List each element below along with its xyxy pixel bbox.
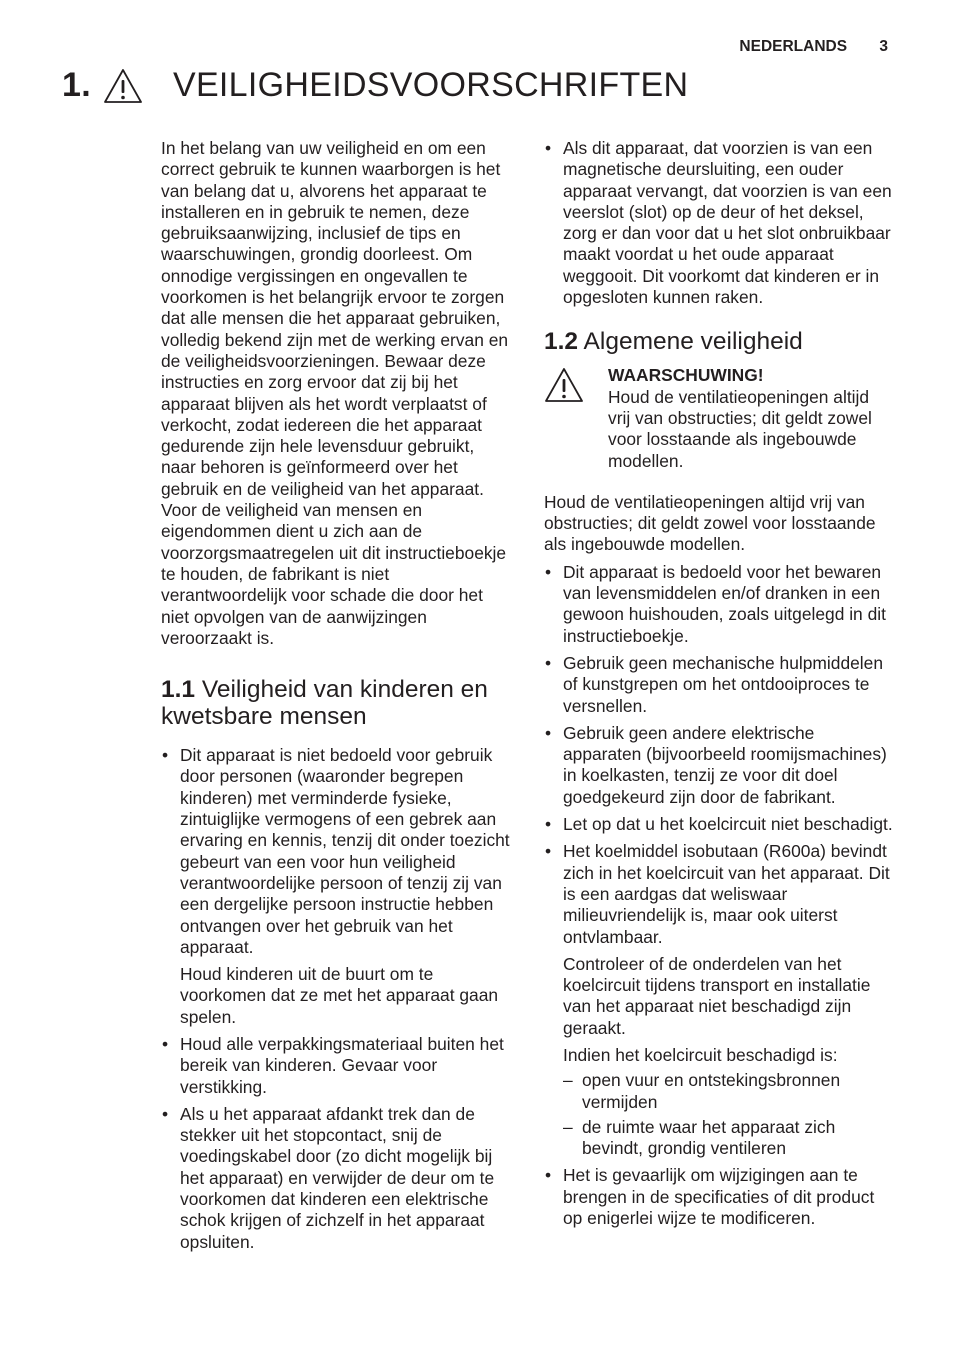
list-item-text: Het koelmiddel isobutaan (R600a) bevindt zich in het koelcircuit van het apparaat. Dit is een aardgas dat weliswaar milieuvriendelijk is, maar ook uiterst ontvlambaar. [563,841,890,947]
page-header [739,38,888,56]
damage-steps-list [563,1070,896,1159]
section-title: Algemene veiligheid [583,328,803,356]
chapter-title: VEILIGHEIDSVOORSCHRIFTEN [172,66,689,104]
list-item-text: Gebruik geen andere elektrische apparaten (bijvoorbeeld roomijsmachines) in koelkasten, tenzij ze voor dit doel goedgekeurd zijn door de fabrikant. [563,722,887,807]
section-number: 1.2 [544,328,579,356]
list-item-extra: Controleer of de onderdelen van het koelcircuit tijdens transport en installatie van het apparaat niet beschadigd zijn geraakt. [563,953,871,1038]
list-item [544,841,896,1159]
section-1-2-heading [544,328,896,355]
chapter-number: 1. [62,66,91,104]
list-item [544,138,896,308]
dash-item: – open vuur en ontstekingsbronnen vermijden [563,1070,896,1113]
list-item [161,1034,513,1098]
general-safety-list [544,562,896,1230]
list-item [544,814,896,835]
list-item-text: Gebruik geen mechanische hulpmiddelen of kunstgrepen om het ontdooiproces te versnellen. [563,652,883,716]
warning-triangle-icon [544,367,584,403]
list-item-extra: Houd kinderen uit de buurt om te voorkomen dat ze met het apparaat gaan spelen. [180,964,499,1027]
list-item [161,1104,513,1253]
list-item-text: Let op dat u het koelcircuit niet beschadigt. [563,814,893,835]
chapter-heading [62,66,688,105]
intro-paragraph-1: In het belang van uw veiligheid en om een correct gebruik te kunnen waarborgen is het van belang dat u, alvorens het apparaat te installeren en in gebruik te nemen, deze gebruiksaanwijzing, inclusief de tips en waarschuwingen, grondig doorleest. Om onnodige vergissingen en ongevallen te voorkomen is het belangrijk ervoor te zorgen dat alle mensen die het apparaat gebruiken, volledig bekend zijn met de werking ervan en de veiligheidsvoorzieningen. Bewaar deze instructies en zorg ervoor dat zij bij het apparaat blijven als het wordt verplaatst of verkocht, zodat iedereen die het apparaat gedurende zijn hele levensduur gebruikt, naar behoren is geïnformeerd over het gebruik en de veiligheid van het apparaat. [161,138,509,499]
dash-item: – de ruimte waar het apparaat zich bevindt, grondig ventileren [563,1117,896,1160]
list-item [544,562,896,647]
list-item [544,653,896,717]
list-item-text: Als u het apparaat afdankt trek dan de stekker uit het stopcontact, snij de voedingskabel door (zo dicht mogelijk bij het apparaat) en verwijder de deur om te voorkomen dat kinderen een elektrische schok krijgen of zichzelf in het apparaat opsluiten. [180,1103,495,1252]
right-column [544,138,896,1235]
list-item-text: Dit apparaat is niet bedoeld voor gebruik door personen (waaronder begrepen kinderen) met verminderde fysieke, zintuiglijke vermogens of een gebrek aan ervaring en kennis, tenzij dit onder toezicht gebeurt van een voor hun veiligheid verantwoordelijke persoon of tenzij zij van een dergelijke persoon instructie hebben ontvangen over het gebruik van het apparaat. [180,745,510,957]
list-item [544,723,896,808]
warning-text: Houd de ventilatieopeningen altijd vrij van obstructies; dit geldt zowel voor losstaande als ingebouwde modellen. [608,386,872,471]
page-number: 3 [879,38,888,55]
children-safety-list [161,745,513,1253]
left-column [161,138,513,1259]
list-item-text: Houd alle verpakkingsmateriaal buiten het bereik van kinderen. Gevaar voor verstikking. [180,1033,504,1097]
list-item-text: Dit apparaat is bedoeld voor het bewaren van levensmiddelen en/of dranken in een gewoon huishouden, zoals uitgelegd in dit instructieboekje. [563,561,886,646]
warning-title: WAARSCHUWING! [608,365,764,386]
section-title: Veiligheid van kinderen en kwetsbare mensen [161,676,488,731]
header-language: NEDERLANDS [739,38,848,55]
list-item-text: Als dit apparaat, dat voorzien is van een magnetische deursluiting, een ouder apparaat vervangt, dat voorzien is van een veerslot (slot) op de deur of het deksel, zorg er dan voor dat u het slot onbruikbaar maakt voordat u het oude apparaat weggooit. Dit voorkomt dat kinderen er in opgesloten kunnen raken. [563,138,892,308]
children-safety-list-continued [544,138,896,308]
section-number: 1.1 [161,676,196,704]
intro-paragraph-2: Voor de veiligheid van mensen en eigendommen dient u zich aan de voorzorgsmaatregelen uit dit instructieboekje te houden, de fabrikant is niet verantwoordelijk voor schade die door het niet opvolgen van de aanwijzingen veroorzaakt is. [161,500,507,648]
list-item [161,745,513,1028]
section-1-1-heading [161,676,513,730]
warning-triangle-icon [103,68,143,104]
list-item-text: Het is gevaarlijk om wijzigingen aan te brengen in de specificaties of dit product op enigerlei wijze te modificeren. [563,1165,875,1229]
warning-box [544,365,896,471]
list-item-extra: Indien het koelcircuit beschadigd is: [563,1044,838,1065]
ventilation-paragraph: Houd de ventilatieopeningen altijd vrij van obstructies; dit geldt zowel voor losstaande als ingebouwde modellen. [544,491,876,555]
list-item [544,1165,896,1229]
